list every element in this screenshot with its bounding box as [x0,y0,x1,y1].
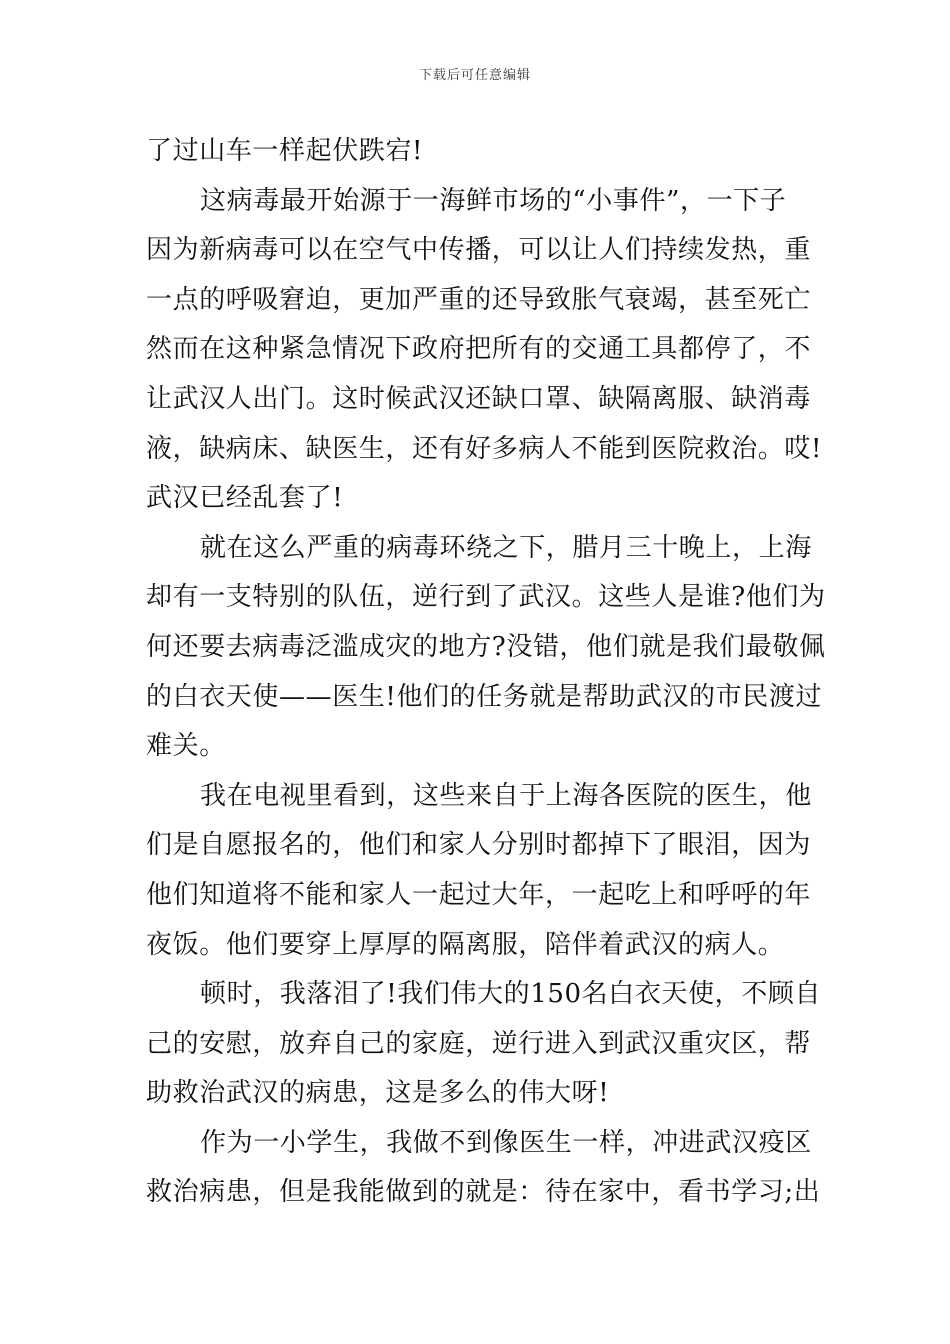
text-line-16: 他们知道将不能和家人一起过大年，一起吃上和呼呼的年 [146,879,812,910]
page-header-note: 下载后可任意编辑 [418,68,531,83]
text-line-20: 助救治武汉的病患，这是多么的伟大呀! [146,1078,610,1109]
text-line-2: 这病毒最开始源于一海鲜市场的“小事件”，一下子 [200,185,787,216]
document-body [146,127,826,1218]
text-line-3: 因为新病毒可以在空气中传播，可以让人们持续发热，重 [146,235,812,266]
text-line-1: 了过山车一样起伏跌宕! [146,136,424,166]
text-line-7: 液，缺病床、缺医生，还有好多病人不能到医院救治。哎! [146,433,823,464]
text-line-19: 己的安慰，放弃自己的家庭，逆行进入到武汉重灾区，帮 [146,1028,812,1059]
text-line-5: 然而在这种紧急情况下政府把所有的交通工具都停了，不 [146,334,812,365]
text-line-17: 夜饭。他们要穿上厚厚的隔离服，陪伴着武汉的病人。 [146,929,785,960]
text-line-9: 就在这么严重的病毒环绕之下，腊月三十晚上，上海 [200,532,812,563]
text-line-12: 的白衣天使——医生!他们的任务就是帮助武汉的市民渡过 [146,681,823,712]
text-line-13: 难关。 [146,731,226,762]
text-line-18: 顿时，我落泪了!我们伟大的150名白衣天使，不顾自 [200,979,822,1010]
text-line-21: 作为一小学生，我做不到像医生一样，冲进武汉疫区 [200,1127,812,1158]
text-line-22: 救治病患，但是我能做到的就是：待在家中，看书学习;出 [146,1177,821,1208]
text-line-6: 让武汉人出门。这时候武汉还缺口罩、缺隔离服、缺消毒 [146,383,812,414]
text-line-14: 我在电视里看到，这些来自于上海各医院的医生，他 [200,780,812,811]
text-line-10: 却有一支特别的队伍，逆行到了武汉。这些人是谁?他们为 [146,582,826,613]
text-line-8: 武汉已经乱套了! [146,483,344,514]
text-line-4: 一点的呼吸窘迫，更加严重的还导致胀气衰竭，甚至死亡 [146,284,812,315]
text-line-11: 何还要去病毒泛滥成灾的地方?没错，他们就是我们最敬佩 [146,631,826,662]
text-line-15: 们是自愿报名的，他们和家人分别时都掉下了眼泪，因为 [146,830,812,861]
